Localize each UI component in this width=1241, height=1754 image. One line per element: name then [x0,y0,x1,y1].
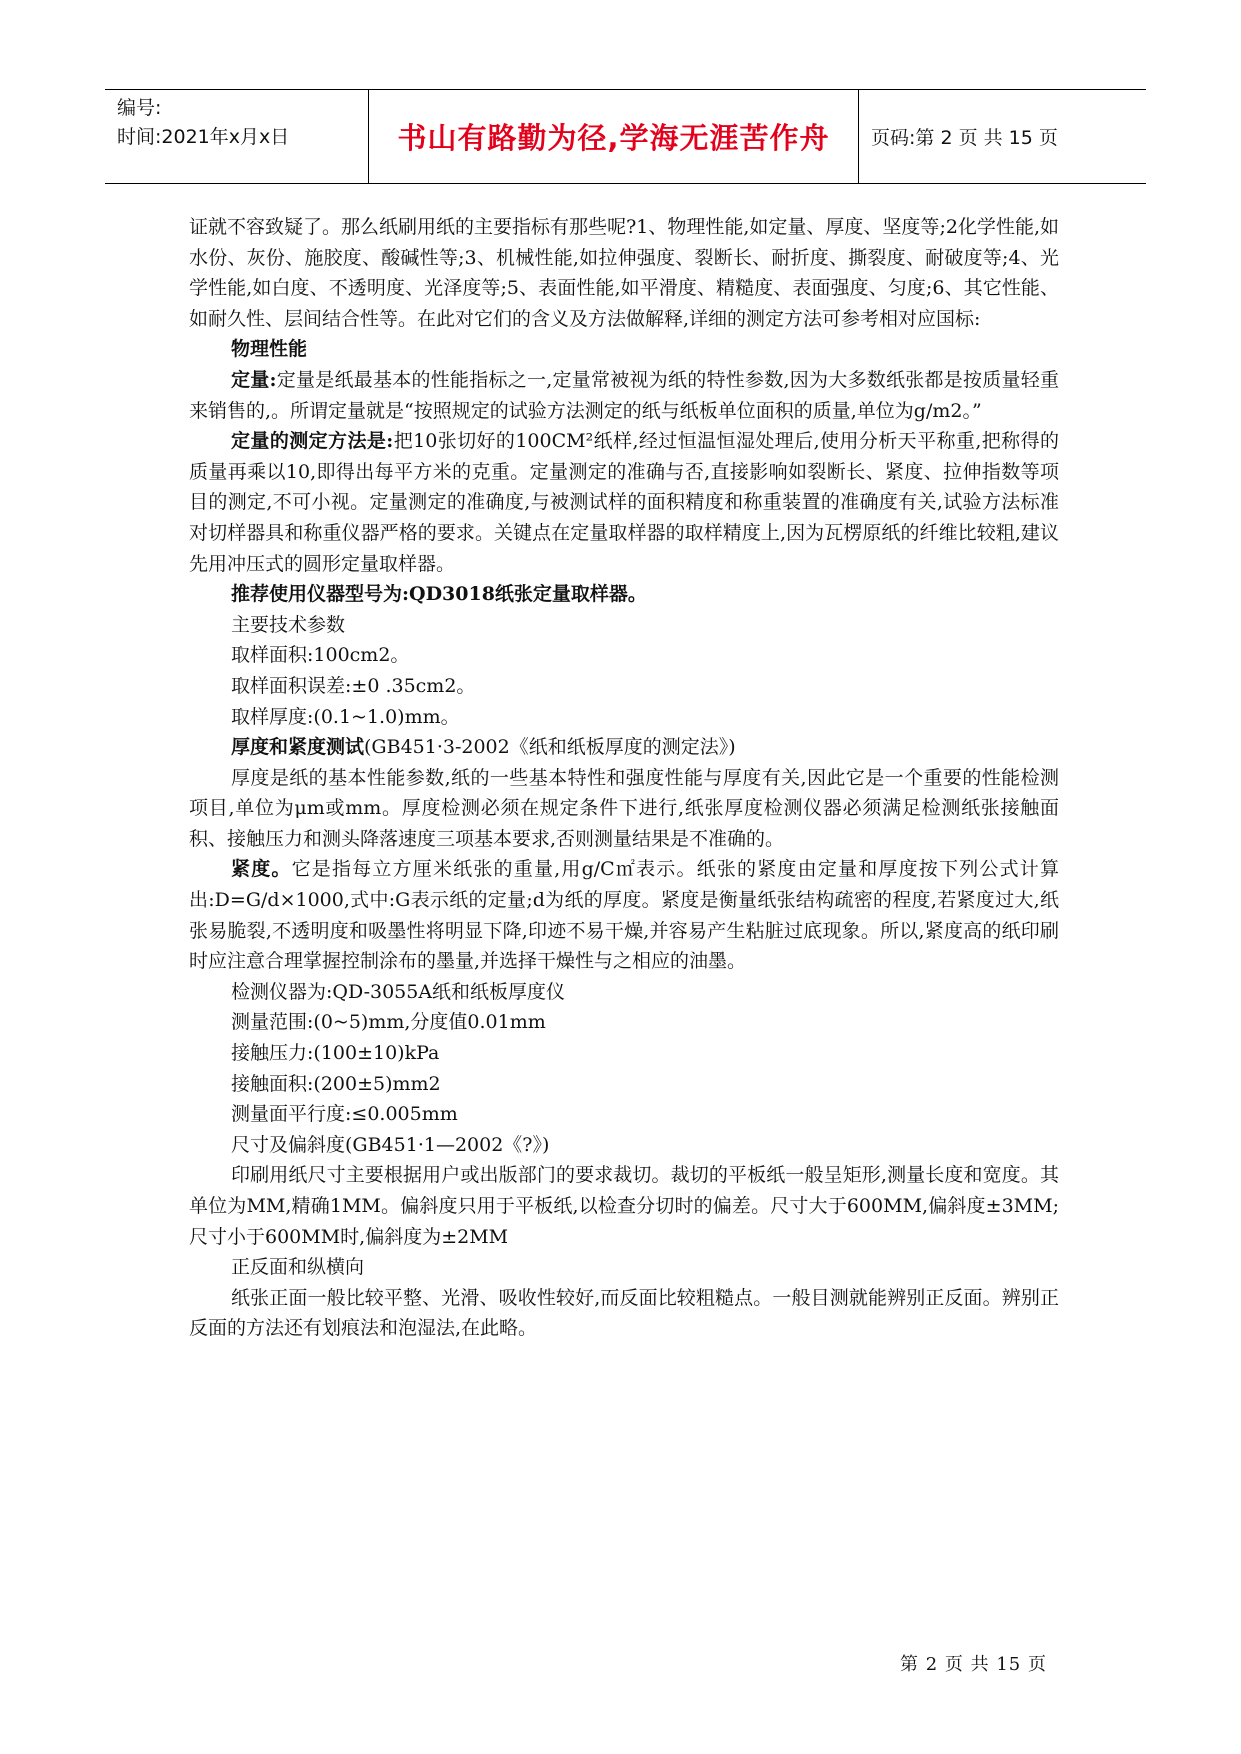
spec-line: 取样面积:100cm2。 [231,644,410,667]
paragraph-basis-weight-method [189,426,1059,579]
spec-line: 检测仪器为:QD-3055A纸和纸板厚度仪 [231,980,566,1003]
document-body [189,212,1059,1344]
spec-line: 测量范围:(0~5)mm,分度值0.01mm [231,1011,546,1034]
term-basis-weight-method: 定量的测定方法是: [231,430,394,453]
header-meta-cell [105,90,369,183]
section-heading-thickness [189,732,1059,763]
header-motto: 书山有路勤为径,学海无涯苦作舟 [397,121,830,155]
spec-line: 测量面平行度:≤0.005mm [231,1103,458,1126]
header-page-label: 页码:第 2 页 共 15 页 [871,127,1058,149]
thickness-standard: (GB451·3-2002《纸和纸板厚度的测定法》) [364,736,736,759]
spec-line: 接触压力:(100±10)kPa [231,1042,440,1065]
header-motto-cell [369,90,859,183]
paragraph-basis-weight [189,365,1059,426]
term-thickness: 厚度和紧度测试 [231,736,365,759]
spec-line: 取样面积误差:±0 .35cm2。 [231,674,476,697]
paragraph-sides: 纸张正面一般比较平整、光滑、吸收性较好,而反面比较粗糙点。一般目测就能辨别正反面。辨别正反面的方法还有划痕法和泡湿法,在此略。 [189,1286,1059,1340]
paragraph-density-text: 它是指每立方厘米纸张的重量,用g/C㎡表示。纸张的紧度由定量和厚度按下列公式计算出:D=G/d×1000,式中:G表示纸的定量;d为纸的厚度。紧度是衡量纸张结构疏密的程度,若紧度过大,纸张易脆裂,不透明度和吸墨性将明显下降,印迹不易干燥,并容易产生粘脏过底现象。所以,紧度高的纸印刷时应注意合理掌握控制涂布的墨量,并选择干燥性与之相应的油墨。 [189,858,1059,973]
term-basis-weight: 定量: [231,368,277,391]
paragraph-density [189,854,1059,976]
recommended-instrument: 推荐使用仪器型号为:QD3018纸张定量取样器。 [231,583,647,606]
paragraph-size: 印刷用纸尺寸主要根据用户或出版部门的要求裁切。裁切的平板纸一般呈矩形,测量长度和宽度。其单位为MM,精确1MM。偏斜度只用于平板纸,以检查分切时的偏差。尺寸大于600MM,偏斜度±3MM;尺寸小于600MM时,偏斜度为±2MM [189,1164,1059,1248]
spec-line: 取样厚度:(0.1~1.0)mm。 [231,705,460,728]
paragraph-basis-weight-text: 定量是纸最基本的性能指标之一,定量常被视为纸的特性参数,因为大多数纸张都是按质量轻重来销售的,。所谓定量就是“按照规定的试验方法测定的纸与纸板单位面积的质量,单位为g/m2。” [189,368,1059,422]
term-density: 紧度。 [231,858,292,881]
spec-line: 主要技术参数 [231,613,346,636]
section-heading-size: 尺寸及偏斜度(GB451·1—2002《?》) [231,1133,550,1156]
paragraph-thickness: 厚度是纸的基本性能参数,纸的一些基本特性和强度性能与厚度有关,因此它是一个重要的性能检测项目,单位为μm或mm。厚度检测必须在规定条件下进行,纸张厚度检测仪器必须满足检测纸张接触面积、接触压力和测头降落速度三项基本要求,否则测量结果是不准确的。 [189,766,1059,850]
paragraph-basis-weight-method-text: 把10张切好的100CM²纸样,经过恒温恒湿处理后,使用分析天平称重,把称得的质量再乘以10,即得出每平方米的克重。定量测定的准确与否,直接影响如裂断长、紧度、拉伸指数等项目的测定,不可小视。定量测定的准确度,与被测试样的面积精度和称重装置的准确度有关,试验方法标准对切样器具和称重仪器严格的要求。关键点在定量取样器的取样精度上,因为瓦楞原纸的纤维比较粗,建议先用冲压式的圆形定量取样器。 [189,430,1060,575]
header-page-cell [859,90,1146,183]
document-time-label: 时间:2021年x月x日 [117,126,290,148]
page-footer: 第 2 页 共 15 页 [900,1654,1047,1675]
section-heading-sides: 正反面和纵横向 [231,1256,365,1279]
spec-line: 接触面积:(200±5)mm2 [231,1072,441,1095]
document-number-label: 编号: [117,97,162,119]
section-heading-physical: 物理性能 [231,338,308,361]
intro-paragraph: 证就不容致疑了。那么纸刷用纸的主要指标有那些呢?1、物理性能,如定量、厚度、坚度等;2化学性能,如水份、灰份、施胶度、酸碱性等;3、机械性能,如拉伸强度、裂断长、耐折度、撕裂度、耐破度等;4、光学性能,如白度、不透明度、光泽度等;5、表面性能,如平滑度、精糙度、表面强度、匀度;6、其它性能、如耐久性、层间结合性等。在此对它们的含义及方法做解释,详细的测定方法可参考相对应国标: [189,216,1059,330]
header-table [105,89,1146,184]
